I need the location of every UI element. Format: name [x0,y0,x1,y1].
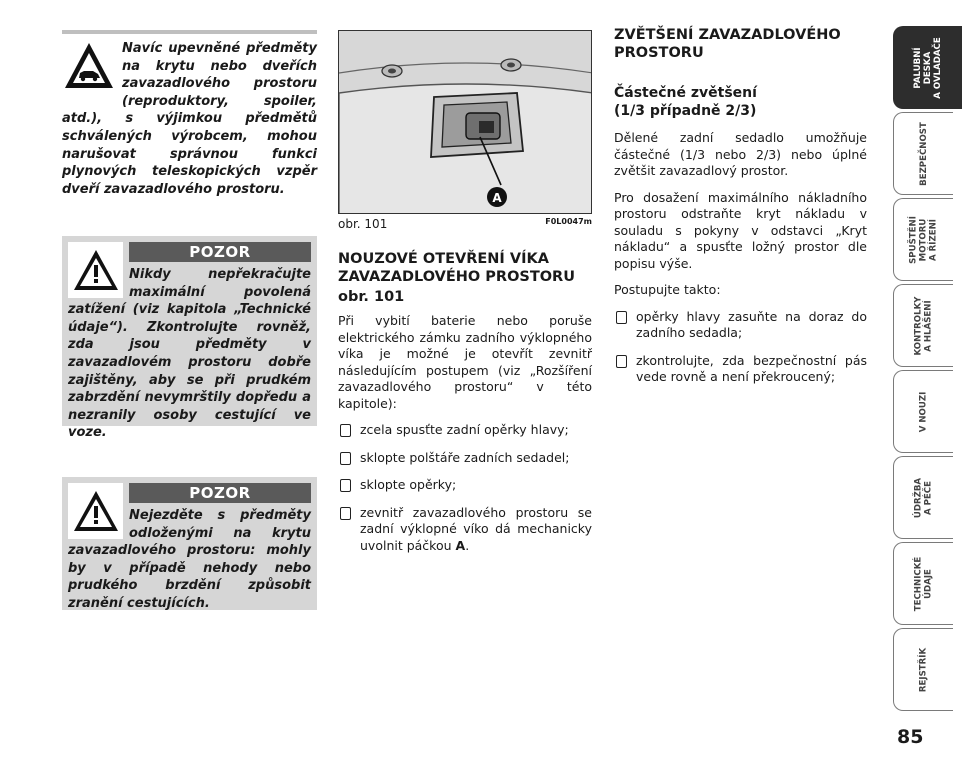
tab-starting-driving[interactable] [893,198,953,281]
list-item [338,505,592,555]
tab-safety[interactable] [893,112,953,195]
tab-dashboard-controls[interactable] [893,26,962,109]
top-note [62,30,317,198]
tab-label: PALUBNÍ DESKA A OVLADAČE [913,36,943,99]
list-item: sklopte opěrky; [338,477,592,494]
section-heading: ZVĚTŠENÍ ZAVAZADLOVÉHO PROSTORU [614,27,841,61]
paragraph: Postupujte takto: [614,282,721,297]
figure-reference: obr. 101 [338,289,405,305]
figure-caption [338,217,592,231]
chapter-tabs [893,26,962,714]
tab-emergency[interactable] [893,370,953,453]
tab-label: REJSTŘÍK [918,647,929,692]
tab-label: ÚDRŽBA A PÉČE [913,477,934,518]
warning-box-1 [62,236,317,441]
list-item: zcela spusťte zadní opěrky hlavy; [338,422,592,439]
figure-marker-a: A [492,191,502,205]
figure-trunk-lock [338,30,592,214]
emergency-opening-section [338,250,592,565]
subheading-line2: (1/3 případně 2/3) [614,103,757,119]
warning-icon [68,242,123,298]
paragraph: Dělené zadní sedadlo umožňuje částečné (1/3 nebo 2/3) nebo úplné zvětšit zavazadlový prostor. [614,130,867,178]
page-number: 85 [897,726,924,748]
top-note-text: Navíc upevněné předměty na krytu nebo dveřích zavazadlového prostoru (reproduktory, spoiler, atd.), s výjimkou předmětů schválených výrobcem, mohou narušovat správnou funkci plynových teleskopických vzpěr dveří zavazadlového prostoru. [62,41,317,197]
tab-label: TECHNICKÉ ÚDAJE [913,556,934,611]
step-end: . [465,537,470,553]
warning-icon [68,483,123,539]
car-warning-icon [62,40,116,92]
tab-warning-lights[interactable] [893,284,953,367]
tab-label: V NOUZI [918,391,929,432]
warning-text: Nejezděte s předměty odloženými na krytu zavazadlového prostoru: mohly by v případě nehody nebo prudkého brzdění způsobit zranění cestujících. [68,508,311,611]
figure-number: obr. 101 [338,217,388,231]
tab-index[interactable] [893,628,953,711]
figure-code: F0L0047m [545,217,592,226]
tab-label: KONTROLKY A HLÁŠENÍ [913,296,934,355]
warning-text: Nikdy nepřekračujte maximální povolená zatížení (viz kapitola „Technické údaje“). Zkontrolujte rovněž, zda jsou předměty v zavazadlovém prostoru dobře zajištěny, aby se při prudkém zabrzdění nevymrštily dopředu a nezranily osoby cestující ve voze. [68,267,311,441]
subheading [614,84,867,120]
tab-technical-data[interactable] [893,542,953,625]
list-item: zkontrolujte, zda bezpečnostní pás vede rovně a není překroucený; [614,353,867,386]
lever-label: A [455,537,466,553]
enlargement-section [614,26,867,397]
paragraph: Pro dosažení maximálního nákladního prostoru odstraňte kryt nákladu v souladu s pokyny v odstavci „Kryt nákladu“ a spusťte ložný prostor dle popisu výše. [614,189,867,271]
top-note-rule [62,30,317,34]
section-heading: NOUZOVÉ OTEVŘENÍ VÍKA ZAVAZADLOVÉHO PROSTORU [338,251,575,285]
warning-box-2 [62,477,317,610]
subheading-line1: Částečné zvětšení [614,85,757,101]
warning-title: POZOR [129,483,311,503]
tab-label: SPUŠTĚNÍ MOTORU A ŘÍZENÍ [908,215,939,264]
list-item: sklopte polštáře zadních sedadel; [338,450,592,467]
list-item: opěrky hlavy zasuňte na doraz do zadního sedadla; [614,309,867,342]
tab-maintenance[interactable] [893,456,953,539]
trunk-lock-illustration [339,31,592,214]
tab-label: BEZPEČNOST [918,121,929,186]
step-text: zevnitř zavazadlového prostoru se zadní výklopné víko dá mechanicky uvolnit páčkou [360,504,592,553]
warning-title: POZOR [129,242,311,262]
section-intro: Při vybití baterie nebo poruše elektrického zámku zadního výklopného víka je možné je otevřít zevnitř následujícím postupem (viz „Rozšíření zavazadlového prostoru“ v této kapitole): [338,313,592,411]
steps-list [338,422,592,554]
steps-list [614,309,867,386]
